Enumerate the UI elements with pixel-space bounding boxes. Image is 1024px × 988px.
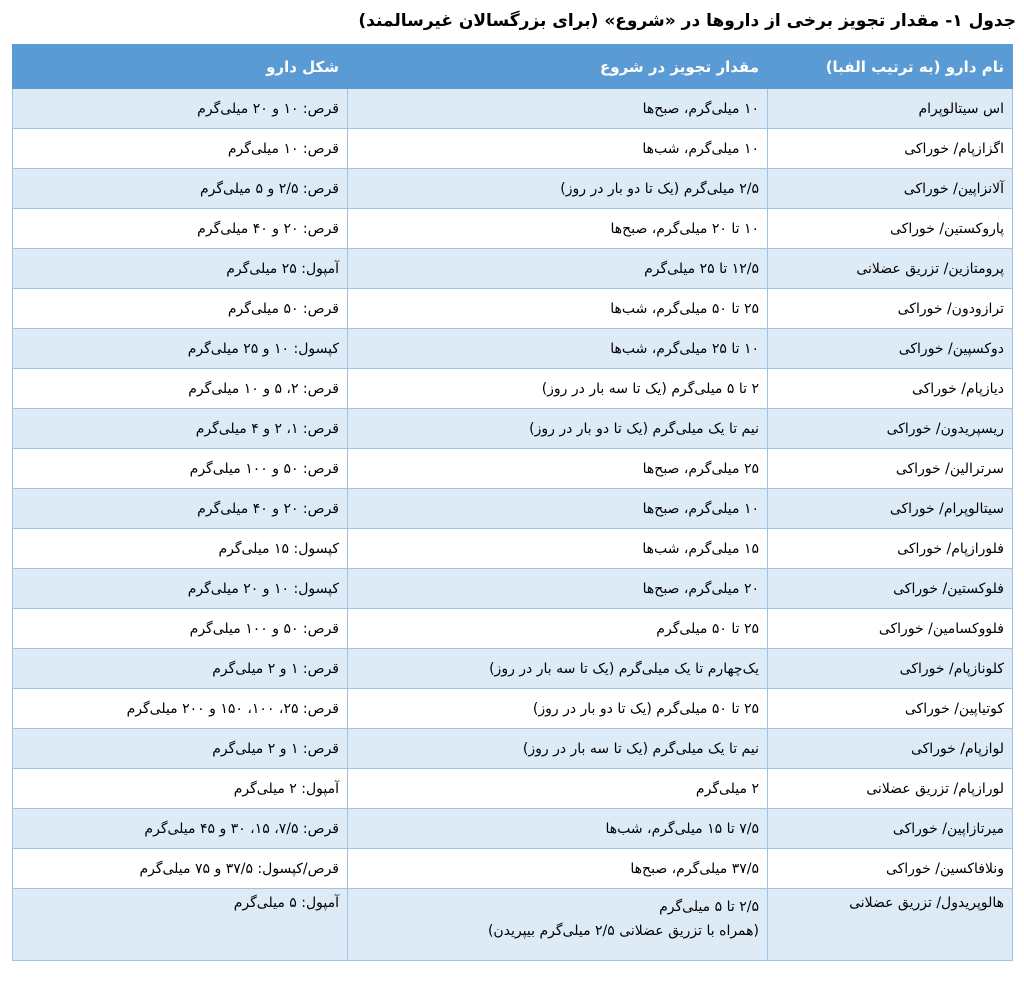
cell-starting-dose: ۲۵ تا ۵۰ میلی‌گرم [348,609,768,649]
cell-starting-dose: ۲۵ میلی‌گرم، صبح‌ها [348,449,768,489]
dose-line-1: ۲/۵ تا ۵ میلی‌گرم [659,899,759,915]
table-body [13,89,1013,961]
cell-drug-form: کپسول: ۱۰ و ۲۰ میلی‌گرم [13,569,348,609]
table-row [13,169,1013,209]
cell-starting-dose: ۲/۵ میلی‌گرم (یک تا دو بار در روز) [348,169,768,209]
cell-drug-form: کپسول: ۱۵ میلی‌گرم [13,529,348,569]
cell-drug-form: قرص: ۲، ۵ و ۱۰ میلی‌گرم [13,369,348,409]
table-row [13,369,1013,409]
cell-starting-dose: ۱۰ میلی‌گرم، شب‌ها [348,129,768,169]
cell-starting-dose: ۲۵ تا ۵۰ میلی‌گرم، شب‌ها [348,289,768,329]
table-row [13,89,1013,129]
table-row [13,449,1013,489]
header-starting-dose: مقدار تجویز در شروع [348,45,768,89]
cell-drug-name: سیتالوپرام/ خوراکی [768,489,1013,529]
header-drug-form: شکل دارو [13,45,348,89]
table-row [13,129,1013,169]
drug-dosage-table [12,44,1013,961]
cell-drug-name: هالوپریدول/ تزریق عضلانی [768,889,1013,961]
cell-drug-form: قرص: ۲۰ و ۴۰ میلی‌گرم [13,209,348,249]
cell-drug-name: پاروکستین/ خوراکی [768,209,1013,249]
cell-drug-name: میرتازاپین/ خوراکی [768,809,1013,849]
table-row [13,289,1013,329]
cell-drug-name: پرومتازین/ تزریق عضلانی [768,249,1013,289]
cell-drug-form: قرص: ۵۰ و ۱۰۰ میلی‌گرم [13,449,348,489]
cell-drug-name: لوازپام/ خوراکی [768,729,1013,769]
table-row [13,529,1013,569]
cell-drug-name: فلورازپام/ خوراکی [768,529,1013,569]
table-row [13,329,1013,369]
cell-drug-form: قرص: ۱۰ و ۲۰ میلی‌گرم [13,89,348,129]
cell-drug-name: فلووکسامین/ خوراکی [768,609,1013,649]
cell-starting-dose: ۷/۵ تا ۱۵ میلی‌گرم، شب‌ها [348,809,768,849]
cell-drug-form: کپسول: ۱۰ و ۲۵ میلی‌گرم [13,329,348,369]
cell-starting-dose: ۲۵ تا ۵۰ میلی‌گرم (یک تا دو بار در روز) [348,689,768,729]
cell-starting-dose: نیم تا یک میلی‌گرم (یک تا دو بار در روز) [348,409,768,449]
cell-starting-dose: ۱۰ میلی‌گرم، صبح‌ها [348,489,768,529]
cell-drug-form: قرص: ۲/۵ و ۵ میلی‌گرم [13,169,348,209]
cell-drug-form: آمپول: ۲۵ میلی‌گرم [13,249,348,289]
cell-starting-dose: ۱۰ تا ۲۰ میلی‌گرم، صبح‌ها [348,209,768,249]
table-caption: جدول ۱- مقدار تجویز برخی از داروها در «شروع» (برای بزرگسالان غیرسالمند) [358,11,1016,31]
cell-drug-form: آمپول: ۲ میلی‌گرم [13,769,348,809]
table-row [13,649,1013,689]
table-row [13,809,1013,849]
dose-line-2: (همراه با تزریق عضلانی ۲/۵ میلی‌گرم بیپریدن) [487,923,759,939]
cell-drug-name: لورازپام/ تزریق عضلانی [768,769,1013,809]
cell-drug-form: قرص/کپسول: ۳۷/۵ و ۷۵ میلی‌گرم [13,849,348,889]
cell-starting-dose: نیم تا یک میلی‌گرم (یک تا سه بار در روز) [348,729,768,769]
cell-drug-form: قرص: ۲۰ و ۴۰ میلی‌گرم [13,489,348,529]
table-row [13,489,1013,529]
table-row [13,769,1013,809]
cell-drug-form: آمپول: ۵ میلی‌گرم [13,889,348,961]
table-row [13,689,1013,729]
cell-drug-name: فلوکستین/ خوراکی [768,569,1013,609]
cell-starting-dose: ۱۰ میلی‌گرم، صبح‌ها [348,89,768,129]
cell-starting-dose: یک‌چهارم تا یک میلی‌گرم (یک تا سه بار در روز) [348,649,768,689]
cell-drug-form: قرص: ۱ و ۲ میلی‌گرم [13,729,348,769]
cell-drug-form: قرص: ۱ و ۲ میلی‌گرم [13,649,348,689]
cell-drug-name: کوتیاپین/ خوراکی [768,689,1013,729]
cell-drug-name: دوکسپین/ خوراکی [768,329,1013,369]
cell-starting-dose [348,889,768,961]
cell-drug-name: اس سیتالوپرام [768,89,1013,129]
table-row [13,209,1013,249]
table-row [13,729,1013,769]
cell-drug-name: ترازودون/ خوراکی [768,289,1013,329]
cell-starting-dose: ۱۰ تا ۲۵ میلی‌گرم، شب‌ها [348,329,768,369]
cell-drug-name: سرترالین/ خوراکی [768,449,1013,489]
cell-drug-name: اگزازپام/ خوراکی [768,129,1013,169]
table-row [13,569,1013,609]
cell-starting-dose: ۲ تا ۵ میلی‌گرم (یک تا سه بار در روز) [348,369,768,409]
table-row [13,849,1013,889]
cell-drug-name: ریسپریدون/ خوراکی [768,409,1013,449]
table-row [13,409,1013,449]
table-row-last [13,889,1013,961]
cell-drug-form: قرص: ۱۰ میلی‌گرم [13,129,348,169]
cell-drug-name: کلونازپام/ خوراکی [768,649,1013,689]
cell-drug-name: آلانزاپین/ خوراکی [768,169,1013,209]
table-row [13,609,1013,649]
cell-drug-name: ونلافاکسین/ خوراکی [768,849,1013,889]
table-row [13,249,1013,289]
cell-drug-form: قرص: ۵۰ میلی‌گرم [13,289,348,329]
cell-drug-form: قرص: ۵۰ و ۱۰۰ میلی‌گرم [13,609,348,649]
cell-starting-dose: ۱۵ میلی‌گرم، شب‌ها [348,529,768,569]
cell-drug-form: قرص: ۱، ۲ و ۴ میلی‌گرم [13,409,348,449]
cell-drug-form: قرص: ۲۵، ۱۰۰، ۱۵۰ و ۲۰۰ میلی‌گرم [13,689,348,729]
table-header-row [13,45,1013,89]
cell-starting-dose: ۱۲/۵ تا ۲۵ میلی‌گرم [348,249,768,289]
cell-drug-form: قرص: ۷/۵، ۱۵، ۳۰ و ۴۵ میلی‌گرم [13,809,348,849]
cell-drug-name: دیازپام/ خوراکی [768,369,1013,409]
header-drug-name: نام دارو (به ترتیب الفبا) [768,45,1013,89]
cell-starting-dose: ۲ میلی‌گرم [348,769,768,809]
cell-starting-dose: ۲۰ میلی‌گرم، صبح‌ها [348,569,768,609]
cell-starting-dose: ۳۷/۵ میلی‌گرم، صبح‌ها [348,849,768,889]
